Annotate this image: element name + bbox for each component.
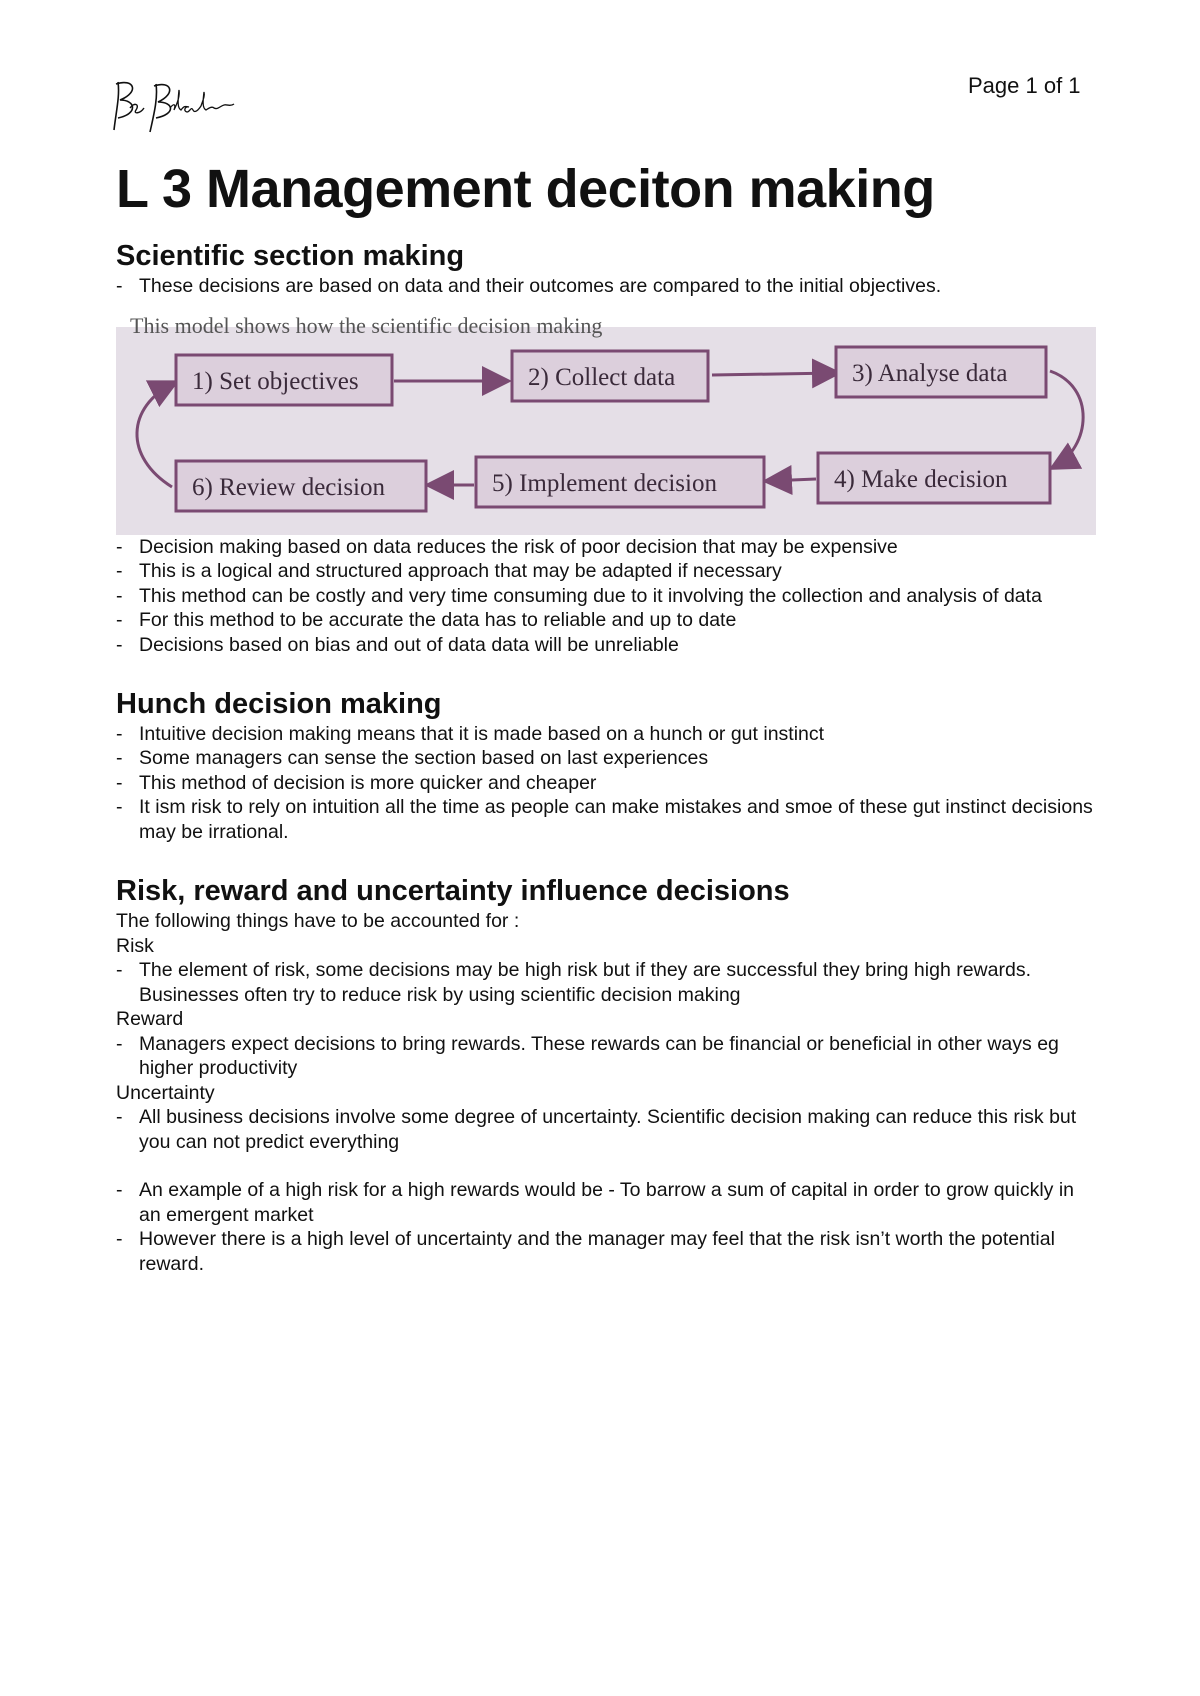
diagram-caption: This model shows how the scientific decision making (130, 312, 603, 338)
list-item: - An example of a high risk for a high rewards would be - To barrow a sum of capital in order to grow quickly in an emergent market (116, 1178, 1096, 1227)
decision-cycle-diagram (116, 312, 1096, 535)
reward-label: Reward (116, 1008, 184, 1031)
reward-points-list (116, 1032, 1096, 1081)
step-box-6 (176, 461, 426, 511)
list-item: - Managers expect decisions to bring rewards. These rewards can be financial or beneficial in other ways eg higher productivity (116, 1032, 1096, 1081)
step-box-3 (836, 347, 1046, 397)
list-item: - Intuitive decision making means that it is made based on a hunch or gut instinct (116, 722, 1096, 747)
list-item: - The element of risk, some decisions may be high risk but if they are successful they bring high rewards. Businesses often try to reduce risk by using scientific decision making (116, 958, 1096, 1007)
arrow-2-to-3 (712, 373, 836, 375)
list-item: - These decisions are based on data and their outcomes are compared to the initial objectives. (116, 274, 1096, 299)
document-title: L 3 Management deciton making (116, 159, 935, 219)
list-item: - Some managers can sense the section based on last experiences (116, 746, 1096, 771)
uncertainty-points-list (116, 1105, 1096, 1154)
list-item: - However there is a high level of uncertainty and the manager may feel that the risk isn’t worth the potential reward. (116, 1227, 1096, 1276)
step-label: 1) Set objectives (192, 367, 359, 395)
example-points-list (116, 1178, 1096, 1276)
step-box-2 (512, 351, 708, 401)
handwritten-signature (110, 78, 240, 133)
risk-intro: The following things have to be accounted for : (116, 910, 520, 933)
step-box-1 (176, 355, 392, 405)
step-box-5 (476, 457, 764, 507)
list-item: - It ism risk to rely on intuition all the time as people can make mistakes and smoe of these gut instinct decisions may be irrational. (116, 795, 1096, 844)
spacer (116, 1154, 1096, 1178)
list-item: - This is a logical and structured approach that may be adapted if necessary (116, 559, 1096, 584)
step-label: 3) Analyse data (852, 359, 1008, 387)
step-label: 2) Collect data (528, 363, 676, 391)
heading-hunch: Hunch decision making (116, 688, 442, 721)
step-label: 5) Implement decision (492, 469, 717, 497)
risk-label: Risk (116, 934, 154, 957)
list-item: - Decision making based on data reduces the risk of poor decision that may be expensive (116, 535, 1096, 560)
step-label: 4) Make decision (834, 465, 1008, 493)
scientific-points-list (116, 535, 1096, 658)
risk-points-list (116, 958, 1096, 1007)
arrow-3-to-4 (1050, 371, 1083, 467)
arrow-6-to-1 (137, 383, 174, 487)
uncertainty-label: Uncertainty (116, 1081, 215, 1104)
heading-scientific: Scientific section making (116, 240, 465, 273)
step-label: 6) Review decision (192, 473, 386, 501)
main-content (116, 160, 1096, 1276)
list-item: - For this method to be accurate the data has to reliable and up to date (116, 608, 1096, 633)
list-item: - Decisions based on bias and out of data data will be unreliable (116, 633, 1096, 658)
list-item: - All business decisions involve some degree of uncertainty. Scientific decision making can reduce this risk but you can not predict everything (116, 1105, 1096, 1154)
list-item: - This method can be costly and very time consuming due to it involving the collection and analysis of data (116, 584, 1096, 609)
heading-risk: Risk, reward and uncertainty influence decisions (116, 875, 790, 908)
hunch-points-list (116, 722, 1096, 845)
arrow-4-to-5 (768, 479, 816, 481)
scientific-intro-list (116, 274, 1096, 299)
page-number: Page 1 of 1 (968, 73, 1081, 98)
list-item: - This method of decision is more quicker and cheaper (116, 771, 1096, 796)
step-box-4 (818, 453, 1050, 503)
